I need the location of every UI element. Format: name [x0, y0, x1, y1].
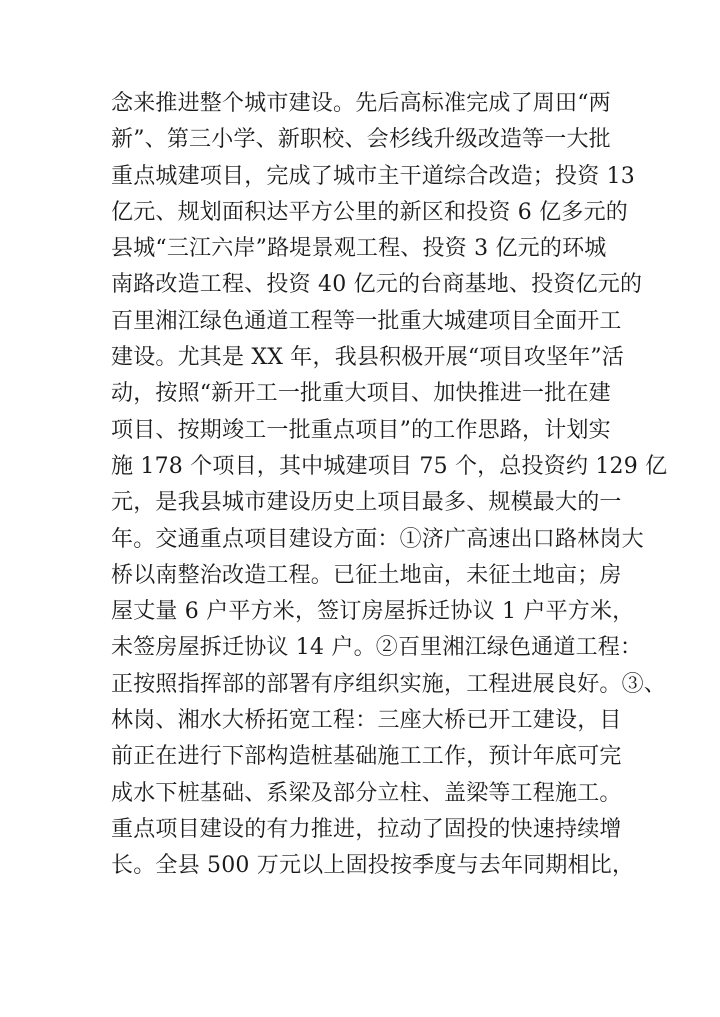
- text-line: 未签房屋拆迁协议 14 户。②百里湘江绿色通道工程：: [111, 635, 643, 661]
- text-line: 屋丈量 6 户平方米，签订房屋拆迁协议 1 户平方米，: [111, 599, 635, 625]
- text-line: 建设。尤其是 XX 年，我县积极开展“项目攻坚年”活: [111, 345, 625, 371]
- text-line: 重点城建项目，完成了城市主干道综合改造；投资 13: [111, 163, 635, 189]
- text-line: 成水下桩基础、系梁及部分立柱、盖梁等工程施工。: [111, 780, 622, 806]
- text-line: 重点项目建设的有力推进，拉动了固投的快速持续增: [111, 816, 622, 842]
- text-line: 施 178 个项目，其中城建项目 75 个，总投资约 129 亿: [111, 453, 668, 479]
- text-line: 新”、第三小学、新职校、会杉线升级改造等一大批: [111, 127, 611, 153]
- text-line: 长。全县 500 万元以上固投按季度与去年同期相比，: [111, 853, 635, 879]
- text-line: 念来推进整个城市建设。先后高标准完成了周田“两: [111, 91, 611, 116]
- text-line: 动，按照“新开工一批重大项目、加快推进一批在建: [111, 381, 611, 407]
- text-line: 前正在进行下部构造桩基础施工工作，预计年底可完: [111, 744, 622, 770]
- text-line: 元，是我县城市建设历史上项目最多、规模最大的一: [111, 490, 622, 516]
- text-line: 桥以南整治改造工程。已征土地亩，未征土地亩；房: [111, 562, 622, 588]
- text-line: 县城“三江六岸”路堤景观工程、投资 3 亿元的环城: [111, 236, 607, 262]
- text-line: 项目、按期竣工一批重点项目”的工作思路，计划实: [111, 417, 611, 443]
- text-line: 亿元、规划面积达平方公里的新区和投资 6 亿多元的: [111, 199, 628, 225]
- text-line: 南路改造工程、投资 40 亿元的台商基地、投资亿元的: [111, 272, 643, 298]
- text-line: 年。交通重点项目建设方面：①济广高速出口路林岗大: [111, 526, 644, 552]
- text-line: 百里湘江绿色通道工程等一批重大城建项目全面开工: [111, 308, 622, 334]
- text-line: 林岗、湘水大桥拓宽工程：三座大桥已开工建设，目: [111, 708, 622, 734]
- body-text: [111, 86, 668, 885]
- text-line: 正按照指挥部的部署有序组织实施，工程进展良好。③、: [111, 671, 667, 697]
